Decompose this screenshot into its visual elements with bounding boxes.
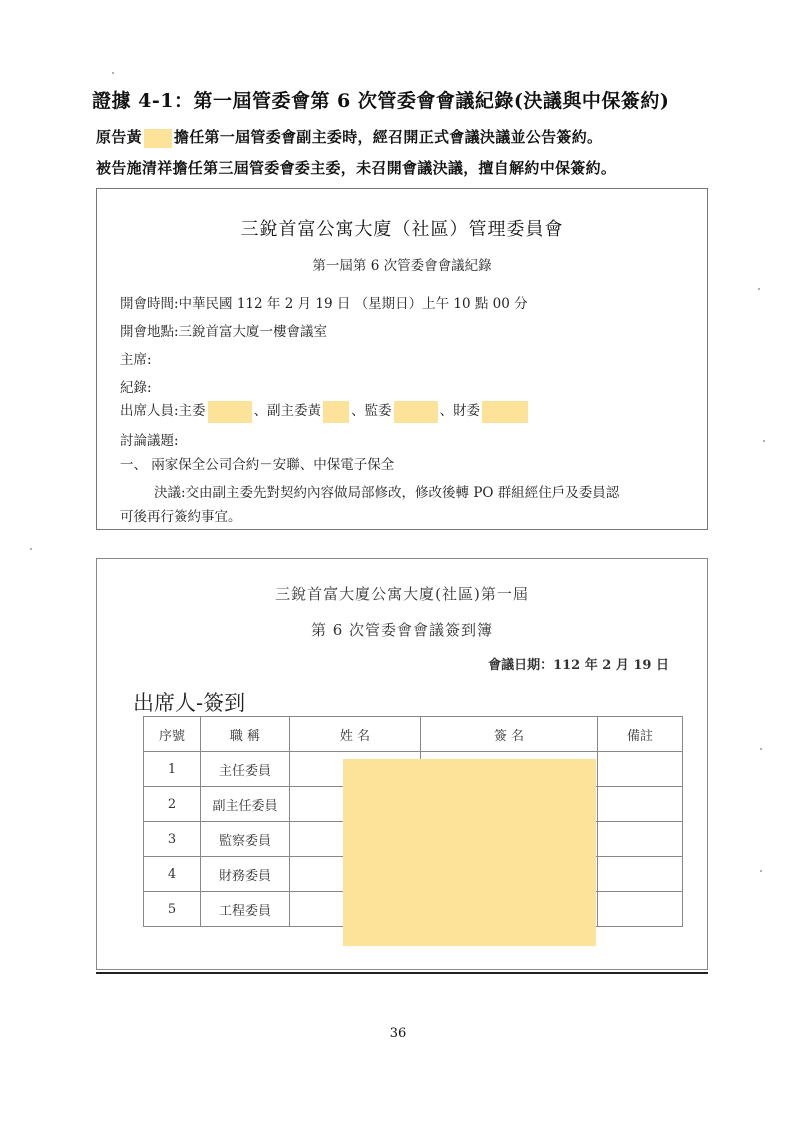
redaction-block bbox=[323, 401, 349, 423]
redaction-block bbox=[144, 129, 172, 148]
statement-line-2: 被告施清祥擔任第三屆管委會委主委，未召開會議決議，擅自解約中保簽約。 bbox=[96, 159, 617, 177]
minutes-topic-1: 一、 兩家保全公司合約－安聯、中保電子保全 bbox=[120, 457, 395, 473]
signin-title-2: 第 6 次管委會會議簽到簿 bbox=[310, 621, 494, 639]
signin-sheet-box bbox=[96, 558, 708, 970]
attendees-supervisor: 、監委 bbox=[351, 403, 392, 419]
row-no: 2 bbox=[144, 787, 201, 822]
minutes-recorder: 紀錄: bbox=[120, 380, 152, 396]
evidence-heading: 證據 4-1：第一屆管委會第 6 次管委會會議紀錄(決議與中保簽約) bbox=[92, 90, 670, 112]
scan-speck bbox=[763, 440, 765, 442]
row-no: 5 bbox=[144, 892, 201, 927]
minutes-resolution-1: 決議:交由副主委先對契約內容做局部修改，修改後轉 PO 群組經住戶及委員認 bbox=[154, 485, 620, 501]
header-signature: 簽 名 bbox=[421, 717, 598, 752]
scan-speck bbox=[112, 72, 114, 74]
statement-line-1-before: 原告黃 bbox=[96, 128, 142, 146]
minutes-time: 開會時間:中華民國 112 年 2 月 19 日 （星期日）上午 10 點 00 分 bbox=[120, 296, 528, 312]
row-no: 3 bbox=[144, 822, 201, 857]
statement-line-1-after: 擔任第一屆管委會副主委時，經召開正式會議決議並公告簽約。 bbox=[173, 128, 603, 146]
redaction-block bbox=[482, 401, 528, 423]
minutes-sub-title: 第一屆第 6 次管委會會議紀錄 bbox=[312, 258, 492, 274]
statement-line-1 bbox=[96, 126, 602, 148]
minutes-topic-label: 討論議題: bbox=[120, 433, 179, 449]
page-number: 36 bbox=[389, 1026, 407, 1041]
attendees-finance: 、財委 bbox=[439, 403, 481, 419]
row-remark bbox=[598, 752, 683, 787]
row-title: 財務委員 bbox=[201, 857, 290, 892]
redaction-block bbox=[208, 401, 252, 423]
scan-speck bbox=[30, 548, 32, 550]
attendees-vice: 、副主委黃 bbox=[253, 403, 322, 419]
header-title: 職 稱 bbox=[201, 717, 290, 752]
row-remark bbox=[598, 822, 683, 857]
row-title: 監察委員 bbox=[201, 822, 290, 857]
row-title: 副主任委員 bbox=[201, 787, 290, 822]
table-header-row bbox=[144, 717, 683, 752]
row-title: 主任委員 bbox=[201, 752, 290, 787]
signin-attend-label: 出席人-簽到 bbox=[133, 691, 246, 715]
scan-speck bbox=[760, 870, 762, 872]
minutes-chair: 主席: bbox=[120, 352, 152, 368]
row-remark bbox=[598, 892, 683, 927]
header-name: 姓 名 bbox=[290, 717, 421, 752]
row-no: 1 bbox=[144, 752, 201, 787]
header-no: 序號 bbox=[144, 717, 201, 752]
row-title: 工程委員 bbox=[201, 892, 290, 927]
attendees-label: 出席人員:主委 bbox=[120, 403, 206, 419]
scan-speck bbox=[758, 288, 760, 290]
scan-speck bbox=[760, 748, 762, 750]
bottom-divider bbox=[96, 972, 708, 974]
signin-title-1: 三銳首富大廈公寓大廈(社區)第一屆 bbox=[275, 585, 529, 603]
header-remark: 備註 bbox=[598, 717, 683, 752]
minutes-org-title: 三銳首富公寓大廈（社區）管理委員會 bbox=[240, 219, 564, 240]
row-remark bbox=[598, 857, 683, 892]
minutes-attendees bbox=[120, 399, 530, 423]
row-remark bbox=[598, 787, 683, 822]
row-no: 4 bbox=[144, 857, 201, 892]
minutes-place: 開會地點:三銳首富大廈一樓會議室 bbox=[120, 324, 328, 340]
signature-redaction-block bbox=[343, 759, 596, 946]
meeting-minutes-box bbox=[96, 188, 708, 530]
signin-date: 會議日期：112 年 2 月 19 日 bbox=[488, 658, 669, 673]
minutes-resolution-2: 可後再行簽約事宜。 bbox=[120, 509, 242, 525]
redaction-block bbox=[394, 401, 438, 423]
